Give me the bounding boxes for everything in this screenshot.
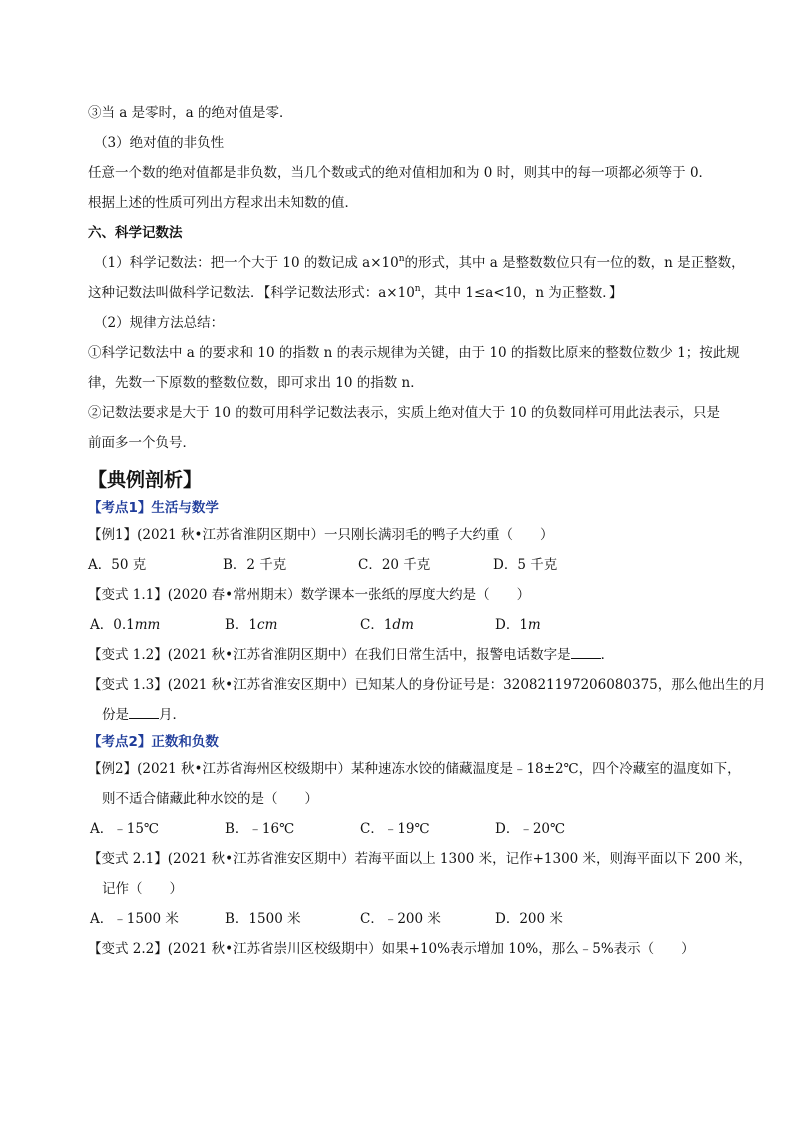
example-2-option-a: A．﹣15℃ (90, 821, 160, 837)
example-1-option-b: B．2 千克 (223, 557, 287, 573)
example-1-option-c: C．20 千克 (358, 557, 431, 573)
variant-2-1-option-c: C．﹣200 米 (360, 911, 441, 927)
sci-para-5: 律，先数一下原数的整数位数，即可求出 10 的指数 n． (88, 375, 424, 391)
option-unit: m (527, 617, 541, 633)
example-2-options (88, 814, 728, 844)
option-unit: dm (392, 617, 414, 633)
page-content (88, 98, 766, 964)
example-2-option-b: B．﹣16℃ (225, 821, 295, 837)
sci-para-3: （2）规律方法总结： (94, 315, 225, 331)
sci-heading: 六、科学记数法 (88, 225, 183, 241)
sci-para-1 (88, 248, 745, 278)
option-unit: cm (257, 617, 278, 633)
example-1-option-a: A．50 克 (88, 557, 147, 573)
sci-p1-text-a: （1）科学记数法：把一个大于 10 的数记成 a×10 (94, 255, 399, 271)
variant-2-1-option-b: B．1500 米 (225, 911, 301, 927)
example-2-option-c: C．﹣19℃ (360, 821, 430, 837)
example-2-continued: 则不适合储藏此种水饺的是（ ） (102, 791, 318, 807)
examples-heading: 【典例剖析】 (88, 469, 203, 491)
sci-para-4: ①科学记数法中 a 的要求和 10 的指数 n 的表示规律为关键，由于 10 的指数比原来的整数位数少 1；按此规 (88, 345, 740, 361)
variant-1-2-end: ． (600, 647, 615, 663)
option-unit: mm (134, 617, 161, 633)
sci-p1-exponent: n (398, 254, 405, 264)
option-label: B．1 (225, 617, 258, 633)
sci-p2-exponent: n (414, 284, 421, 294)
variant-1-3-continued (88, 700, 728, 730)
variant-2-1-option-a: A．﹣1500 米 (90, 911, 179, 927)
answer-blank[interactable] (129, 704, 159, 719)
sci-para-6: ②记数法要求是大于 10 的数可用科学记数法表示，实质上绝对值大于 10 的负数同样可用此法表示，只是 (88, 405, 721, 421)
option-label: A．0.1 (90, 617, 135, 633)
abs-para-2: 根据上述的性质可列出方程求出未知数的值． (88, 195, 358, 211)
variant-2-1-option-d: D．200 米 (495, 911, 563, 927)
example-2-question: 【例2】(2021 秋•江苏省海州区校级期中）某种速冻水饺的储藏温度是﹣18±2℃，四个冷藏室的温度如下， (88, 761, 741, 777)
variant-1-1-question: 【变式 1.1】(2020 春•常州期末）数学课本一张纸的厚度大约是（ ） (88, 587, 531, 603)
variant-2-1-options (88, 904, 728, 934)
variant-1-1-options (88, 610, 728, 640)
variant-1-1-option-a (90, 610, 225, 640)
abs-para-1: 任意一个数的绝对值都是非负数，当几个数或式的绝对值相加和为 0 时，则其中的每一项都必须等于 0． (88, 165, 713, 181)
abs-sub3-title: （3）绝对值的非负性 (94, 135, 225, 151)
variant-1-3-text-b1: 份是 (102, 707, 129, 723)
variant-1-1-option-d (495, 610, 630, 640)
sci-p2-text-a: 这种记数法叫做科学记数法．【科学记数法形式：a×10 (88, 285, 415, 301)
sci-p1-text-b: 的形式，其中 a 是整数数位只有一位的数，n 是正整数， (404, 255, 745, 271)
variant-1-2-question (88, 640, 728, 670)
kaodian-2-heading: 【考点2】正数和负数 (88, 734, 219, 750)
answer-blank[interactable] (571, 644, 601, 659)
abs-item-3: ③当 a 是零时，a 的绝对值是零． (88, 105, 293, 121)
example-1-question: 【例1】(2021 秋•江苏省淮阴区期中）一只刚长满羽毛的鸭子大约重（ ） (88, 527, 554, 543)
example-1-options (88, 550, 728, 580)
sci-p2-text-b: ，其中 1≤a<10，n 为正整数．】 (420, 285, 623, 301)
variant-1-3-text-b2: 月． (159, 707, 186, 723)
variant-2-1-continued: 记作（ ） (102, 881, 183, 897)
example-2-option-d: D．﹣20℃ (495, 821, 566, 837)
variant-1-2-text: 【变式 1.2】(2021 秋•江苏省淮阴区期中）在我们日常生活中，报警电话数字是 (88, 647, 571, 663)
sci-para-7: 前面多一个负号． (88, 435, 196, 451)
variant-1-1-option-b (225, 610, 360, 640)
variant-2-2-question: 【变式 2.2】(2021 秋•江苏省崇川区校级期中）如果+10%表示增加 10%，那么﹣5%表示（ ） (88, 941, 695, 957)
option-label: D．1 (495, 617, 528, 633)
variant-1-1-option-c (360, 610, 495, 640)
option-label: C．1 (360, 617, 393, 633)
variant-2-1-question: 【变式 2.1】(2021 秋•江苏省淮安区期中）若海平面以上 1300 米，记作+1300 米，则海平面以下 200 米， (88, 851, 752, 867)
example-1-option-d: D．5 千克 (493, 557, 558, 573)
kaodian-1-heading: 【考点1】生活与数学 (88, 500, 219, 516)
sci-para-2 (88, 278, 728, 308)
variant-1-3-question: 【变式 1.3】(2021 秋•江苏省淮安区期中）已知某人的身份证号是：320821197206080375，那么他出生的月 (88, 677, 766, 693)
